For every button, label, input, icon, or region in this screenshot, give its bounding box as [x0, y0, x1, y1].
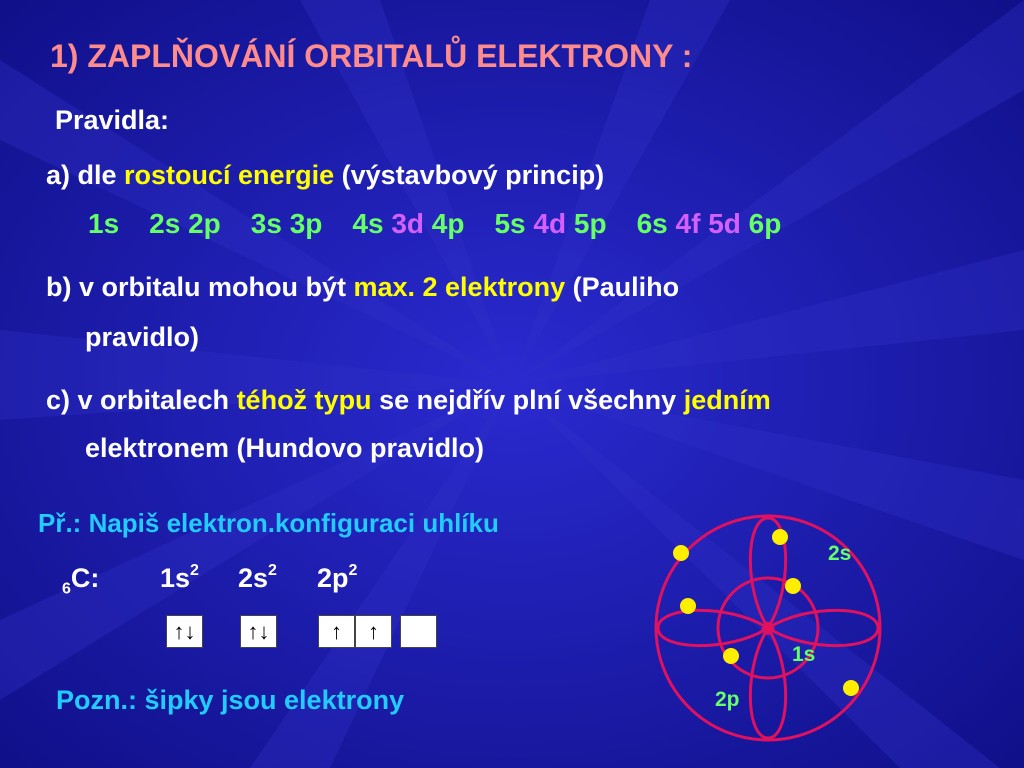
element-name: C: [70, 563, 100, 593]
label-2s: 2s [828, 542, 852, 565]
label-2p: 2p [715, 688, 740, 711]
rule-a [46, 160, 604, 191]
rule-a-pre: a) dle [46, 160, 125, 190]
seq-3d: 3d [391, 208, 424, 239]
carbon-atom-diagram [648, 508, 888, 748]
p-lobe-left [658, 610, 768, 645]
electron-2p-b [680, 598, 696, 614]
rule-c-highlight-2: jedním [683, 385, 771, 415]
label-1s: 1s [792, 643, 816, 666]
orbital-box-2p-2: ↑ [355, 615, 392, 648]
seq-4f: 4f [675, 208, 701, 239]
seq-2: 2s 2p [149, 208, 221, 239]
rule-a-post: (výstavbový princip) [334, 160, 605, 190]
rule-b [46, 272, 679, 303]
p-lobe-right [768, 610, 878, 645]
rule-a-highlight: rostoucí energie [124, 160, 335, 190]
electron-2s-b [843, 680, 859, 696]
seq-6p: 6p [748, 208, 782, 239]
config-1s [160, 563, 199, 594]
orbital-2s: 2s [238, 563, 269, 593]
rule-b-continuation: pravidlo) [85, 322, 200, 352]
orbital-1s: 1s [160, 563, 191, 593]
rule-c-highlight-1: téhož typu [236, 385, 372, 415]
rule-b-post: (Pauliho [565, 272, 680, 302]
seq-4s: 4s [352, 208, 384, 239]
electron-1s-a [785, 578, 801, 594]
config-2p [317, 563, 357, 594]
rule-b-highlight: max. 2 elektrony [353, 272, 566, 302]
rules-heading: Pravidla: [55, 105, 170, 135]
p-lobe-bottom [750, 628, 785, 738]
nucleus-plus: + [760, 613, 776, 643]
seq-4p: 4p [431, 208, 465, 239]
count-2s: 2 [268, 562, 277, 579]
rule-c [46, 385, 771, 416]
example-title: Př.: Napiš elektron.konfiguraci uhlíku [38, 508, 499, 538]
seq-4d: 4d [533, 208, 567, 239]
slide-title: 1) ZAPLŇOVÁNÍ ORBITALŮ ELEKTRONY : [50, 38, 693, 74]
seq-5p: 5p [573, 208, 607, 239]
element-symbol [62, 563, 99, 598]
seq-1: 1s [88, 208, 120, 239]
electron-2s-a [673, 545, 689, 561]
config-2s [238, 563, 277, 594]
seq-3: 3s 3p [250, 208, 323, 239]
orbital-2p: 2p [317, 563, 349, 593]
note: Pozn.: šipky jsou elektrony [56, 685, 405, 715]
rule-b-pre: b) v orbitalu mohou být [46, 272, 354, 302]
orbital-box-2p-3 [400, 615, 437, 648]
count-2p: 2 [348, 562, 358, 579]
atomic-number: 6 [62, 580, 71, 598]
orbital-box-2p-1: ↑ [318, 615, 355, 648]
energy-sequence [88, 208, 781, 240]
seq-6s: 6s [636, 208, 668, 239]
electron-2p-a [772, 529, 788, 545]
count-1s: 2 [190, 562, 199, 579]
seq-5d: 5d [708, 208, 741, 239]
electron-1s-b [723, 648, 739, 664]
rule-c-mid: se nejdřív plní všechny [371, 385, 684, 415]
rule-c-continuation: elektronem (Hundovo pravidlo) [85, 433, 485, 463]
rule-c-pre: c) v orbitalech [46, 385, 237, 415]
orbital-box-1s: ↑↓ [166, 615, 203, 648]
seq-5s: 5s [494, 208, 526, 239]
orbital-box-2s: ↑↓ [240, 615, 277, 648]
